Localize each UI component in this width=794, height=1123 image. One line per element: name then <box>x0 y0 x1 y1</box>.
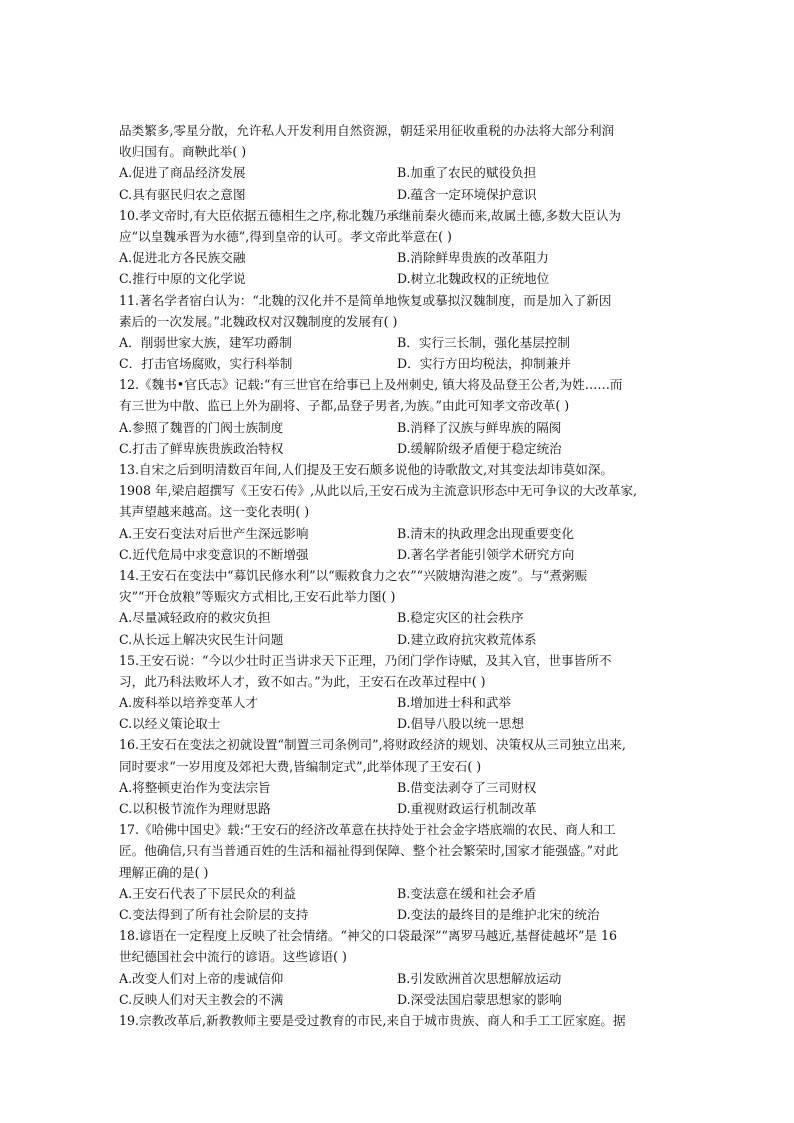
question-stem-line: 匠。他确信,只有当普通百姓的生活和福祉得到保障、整个社会繁荣时,国家才能强盛。”对此 <box>119 843 619 859</box>
answer-option: D.缓解阶级矛盾便于稳定统治 <box>397 440 562 456</box>
question-stem-line: 世纪德国社会中流行的谚语。这些谚语( ) <box>119 949 347 965</box>
answer-option: C.以积极节流作为理财思路 <box>119 801 271 816</box>
option-row <box>119 798 681 819</box>
answer-option: C．打击官场腐败，实行科举制 <box>119 356 293 372</box>
option-row <box>119 607 681 628</box>
question-q19 <box>119 1010 681 1031</box>
question-stem-line: 习，此乃科法败坏人才，致不如古。”为此，王安石在改革过程中( ) <box>119 673 486 689</box>
option-row <box>119 162 681 183</box>
answer-option: A.王安石代表了下层民众的利益 <box>119 885 296 901</box>
answer-option: B.借变法剥夺了三司财权 <box>397 779 537 795</box>
answer-option: D.蕴含一定环境保护意识 <box>397 186 537 202</box>
answer-option: D.建立政府抗灾救荒体系 <box>397 631 537 647</box>
option-row <box>119 184 681 205</box>
option-row <box>119 247 681 268</box>
question-stem-line: 16.王安石在变法之初就设置“制置三司条例司”,将财政经济的规划、决策权从三司独立出来, <box>119 737 626 753</box>
question-q16 <box>119 734 681 819</box>
answer-option: B.消释了汉族与鲜卑族的隔阂 <box>397 419 562 435</box>
question-stem-line: 理解正确的是( ) <box>119 864 209 880</box>
answer-option: B.变法意在缓和社会矛盾 <box>397 885 537 901</box>
option-row <box>119 989 681 1010</box>
answer-option: C.近代危局中求变意识的不断增强 <box>119 546 309 562</box>
question-stem-line: 19.宗教改革后,新教教师主要是受过教育的市民,来自于城市贵族、商人和手工工匠家庭。据 <box>119 1012 626 1028</box>
question-q11 <box>119 290 681 375</box>
question-q18 <box>119 925 681 1010</box>
question-stem-line: 同时要求“一岁用度及郊祀大费,皆编制定式”,此举体现了王安石( ) <box>119 758 482 774</box>
option-row <box>119 904 681 925</box>
question-stem-line: 14.王安石在变法中“募饥民修水利”以“赈救食力之农”“兴陂塘沟港之废”。与“煮粥赈 <box>119 567 588 583</box>
question-stem-line: 18.谚语在一定程度上反映了社会情绪。“神父的口袋最深”“离罗马越近,基督徒越坏”是 16 <box>119 928 618 944</box>
answer-option: C.反映人们对天主教会的不满 <box>119 991 284 1007</box>
answer-option: A.尽量减轻政府的救灾负担 <box>119 610 271 626</box>
option-row <box>119 332 681 353</box>
option-row <box>119 268 681 289</box>
option-row <box>119 523 681 544</box>
question-stem-line: 10.孝文帝时,有大臣依据五德相生之序,称北魏乃承继前秦火德而来,故属土德,多数大臣认为 <box>119 207 622 223</box>
option-row <box>119 438 681 459</box>
option-row <box>119 968 681 989</box>
question-stem-line: 17.《哈佛中国史》载:“王安石的经济改革意在扶持处于社会金字塔底端的农民、商人和工 <box>119 822 616 838</box>
question-q13 <box>119 459 681 565</box>
answer-option: D.重视财政运行机制改革 <box>397 801 537 816</box>
answer-option: A.促进北方各民族交融 <box>119 250 246 266</box>
answer-option: C.从长远上解决灾民生计问题 <box>119 631 284 647</box>
answer-option: A.参照了魏晋的门阀士族制度 <box>119 419 284 435</box>
question-stem-line: 其声望越来越高。这一变化表明( ) <box>119 504 310 520</box>
question-stem-line: 1908 年,梁启超撰写《王安石传》,从此以后,王安石成为主流意识形态中无可争议的大改革家, <box>119 483 638 499</box>
answer-option: B.加重了农民的赋役负担 <box>397 165 537 181</box>
question-stem-line: 有三世为中散、监已上外为副将、子都,品登子男者,为族。”由此可知孝文帝改革( ) <box>119 398 570 414</box>
answer-option: B.清末的执政理念出现重要变化 <box>397 525 574 541</box>
option-row <box>119 777 681 798</box>
answer-option: C.以经义策论取士 <box>119 716 221 732</box>
question-stem-line: 15.王安石说：“今以少壮时正当讲求天下正理，乃闭门学作诗赋，及其入官，世事皆所不 <box>119 652 612 668</box>
answer-option: D.深受法国启蒙思想家的影响 <box>397 991 562 1007</box>
option-row <box>119 692 681 713</box>
answer-option: B．实行三长制，强化基层控制 <box>397 334 570 350</box>
option-row <box>119 417 681 438</box>
option-row <box>119 353 681 374</box>
answer-option: B.消除鲜卑贵族的改革阻力 <box>397 250 549 266</box>
answer-option: C.打击了鲜卑族贵族政治特权 <box>119 440 284 456</box>
question-stem-line: 品类繁多,零星分散，允许私人开发利用自然资源，朝廷采用征收重税的办法将大部分利润 <box>119 123 615 138</box>
answer-option: D．实行方田均税法，抑制兼并 <box>397 356 571 372</box>
option-row <box>119 713 681 734</box>
question-q9-cont <box>119 120 681 205</box>
answer-option: D.著名学者能引领学术研究方向 <box>397 546 575 562</box>
question-stem-line: 收归国有。商鞅此举( ) <box>119 144 247 160</box>
question-q10 <box>119 205 681 290</box>
answer-option: A.促进了商品经济发展 <box>119 165 246 181</box>
answer-option: B.引发欧洲首次思想解放运动 <box>397 970 562 986</box>
exam-page <box>119 120 681 1031</box>
question-stem-line: 素后的一次发展。”北魏政权对汉魏制度的发展有( ) <box>119 313 398 329</box>
answer-option: D.变法的最终目的是维护北宋的统治 <box>397 906 600 922</box>
question-stem-line: 灾”“开仓放粮”等赈灾方式相比,王安石此举力图( ) <box>119 589 396 605</box>
question-q14 <box>119 565 681 650</box>
answer-option: A.改变人们对上帝的虔诚信仰 <box>119 970 284 986</box>
question-q17 <box>119 819 681 925</box>
option-row <box>119 883 681 904</box>
answer-option: A.废科举以培养变革人才 <box>119 695 259 711</box>
question-q15 <box>119 650 681 735</box>
question-stem-line: 12.《魏书•官氏志》记载:“有三世官在给事已上及州刺史, 镇大将及品登王公者,为姓……而 <box>119 377 623 393</box>
answer-option: A．削弱世家大族，建军功爵制 <box>119 334 292 350</box>
answer-option: C.变法得到了所有社会阶层的支持 <box>119 906 309 922</box>
answer-option: D.倡导八股以统一思想 <box>397 716 524 732</box>
answer-option: B.稳定灾区的社会秩序 <box>397 610 524 626</box>
answer-option: D.树立北魏政权的正统地位 <box>397 271 550 287</box>
question-stem-line: 11.著名学者宿白认为：“北魏的汉化并不是简单地恢复或摹拟汉魏制度，而是加入了新因 <box>119 292 612 308</box>
answer-option: A.将整顿吏治作为变法宗旨 <box>119 779 271 795</box>
answer-option: A.王安石变法对后世产生深远影响 <box>119 525 309 541</box>
question-stem-line: 13.自宋之后到明清数百年间,人们提及王安石颇多说他的诗歌散文,对其变法却讳莫如深。 <box>119 462 614 477</box>
option-row <box>119 544 681 565</box>
answer-option: B.增加进士科和武举 <box>397 695 512 711</box>
option-row <box>119 629 681 650</box>
answer-option: C.具有驱民归农之意图 <box>119 186 246 202</box>
question-q12 <box>119 374 681 459</box>
answer-option: C.推行中原的文化学说 <box>119 271 246 287</box>
question-stem-line: 应“以皇魏承晋为水德”,得到皇帝的认可。孝文帝此举意在( ) <box>119 228 452 244</box>
